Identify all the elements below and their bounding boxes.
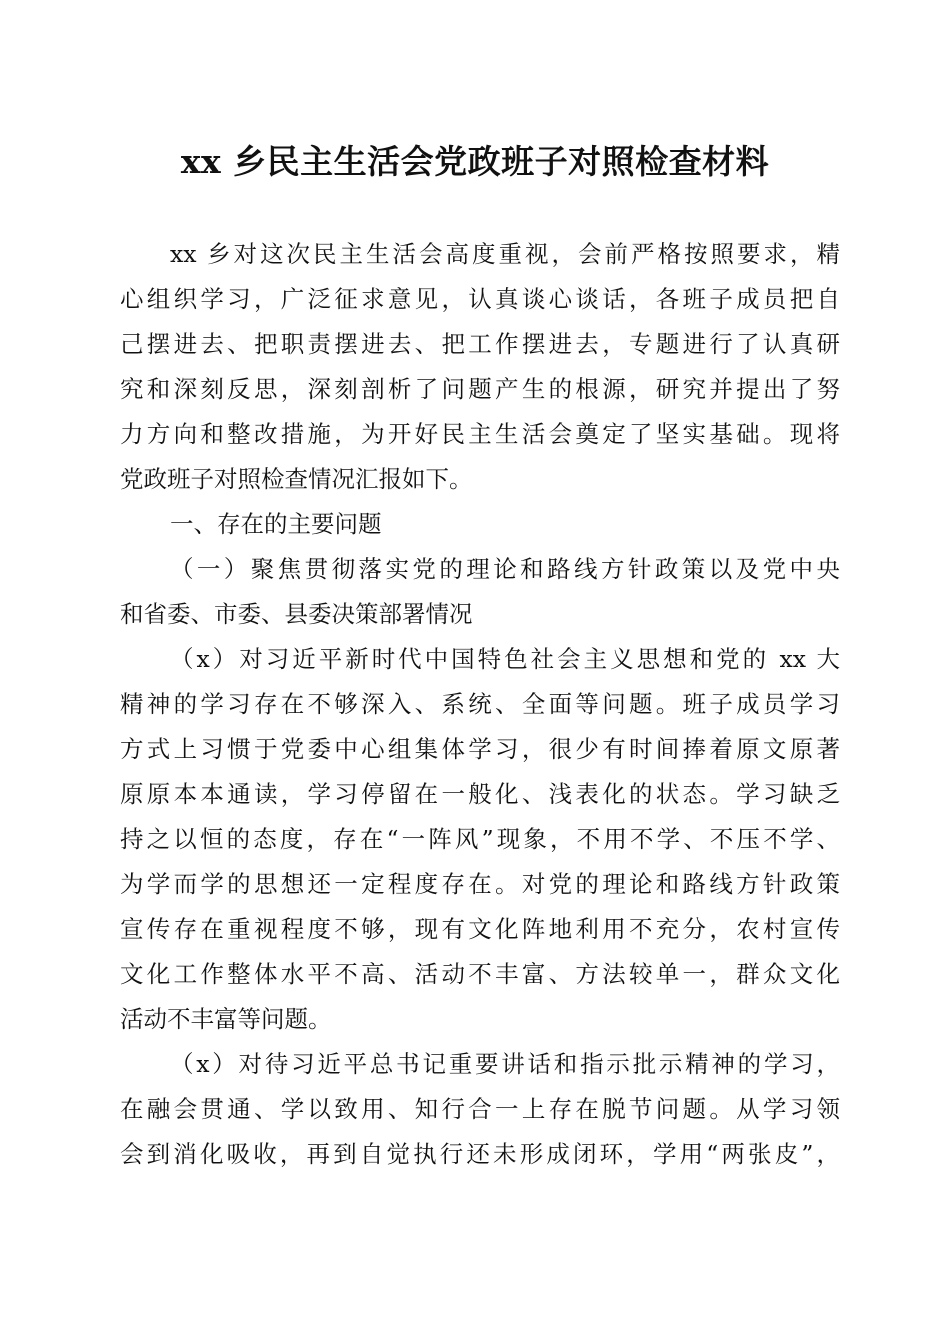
text-line: 和省委、市委、县委决策部署情况 (120, 600, 473, 628)
text-line: 究和深刻反思，深刻剖析了问题产生的根源，研究并提出了努 (120, 375, 840, 403)
document-title: xx 乡民主生活会党政班子对照检查材料 (180, 142, 770, 181)
text-line: 心组织学习，广泛征求意见，认真谈心谈话，各班子成员把自 (120, 285, 840, 313)
section-heading (120, 502, 840, 547)
text-line: 方式上习惯于党委中心组集体学习，很少有时间捧着原文原著 (120, 735, 840, 763)
text-line: 力方向和整改措施，为开好民主生活会奠定了坚实基础。现将 (120, 420, 840, 448)
paragraph-intro (120, 232, 840, 502)
text-line: 精神的学习存在不够深入、系统、全面等问题。班子成员学习 (120, 690, 840, 718)
text-line: （一）聚焦贯彻落实党的理论和路线方针政策以及党中央 (170, 555, 840, 583)
text-line: 活动不丰富等问题。 (120, 1005, 332, 1033)
paragraph-theory-study (120, 637, 840, 1042)
heading-main-problems: 一、存在的主要问题 (170, 510, 382, 538)
text-line: xx 乡对这次民主生活会高度重视，会前严格按照要求，精 (170, 240, 840, 268)
text-line: （x）对习近平新时代中国特色社会主义思想和党的 xx 大 (170, 645, 840, 673)
text-line: 文化工作整体水平不高、活动不丰富、方法较单一，群众文化 (120, 960, 840, 988)
text-line: 宣传存在重视程度不够，现有文化阵地利用不充分，农村宣传 (120, 915, 840, 943)
text-line: 原原本本通读，学习停留在一般化、浅表化的状态。学习缺乏 (120, 780, 840, 808)
subsection-heading (120, 547, 840, 637)
document-body (120, 232, 840, 1177)
text-line: 己摆进去、把职责摆进去、把工作摆进去，专题进行了认真研 (120, 330, 840, 358)
text-line: 党政班子对照检查情况汇报如下。 (120, 465, 473, 493)
text-line: 在融会贯通、学以致用、知行合一上存在脱节问题。从学习领 (120, 1095, 840, 1123)
text-line: （x）对待习近平总书记重要讲话和指示批示精神的学习， (170, 1050, 840, 1078)
text-line: 会到消化吸收，再到自觉执行还未形成闭环，学用“两张皮”， (120, 1140, 840, 1168)
text-line: 为学而学的思想还一定程度存在。对党的理论和路线方针政策 (120, 870, 840, 898)
paragraph-speech-study (120, 1042, 840, 1177)
text-line: 持之以恒的态度，存在“一阵风”现象，不用不学、不压不学、 (120, 825, 840, 853)
